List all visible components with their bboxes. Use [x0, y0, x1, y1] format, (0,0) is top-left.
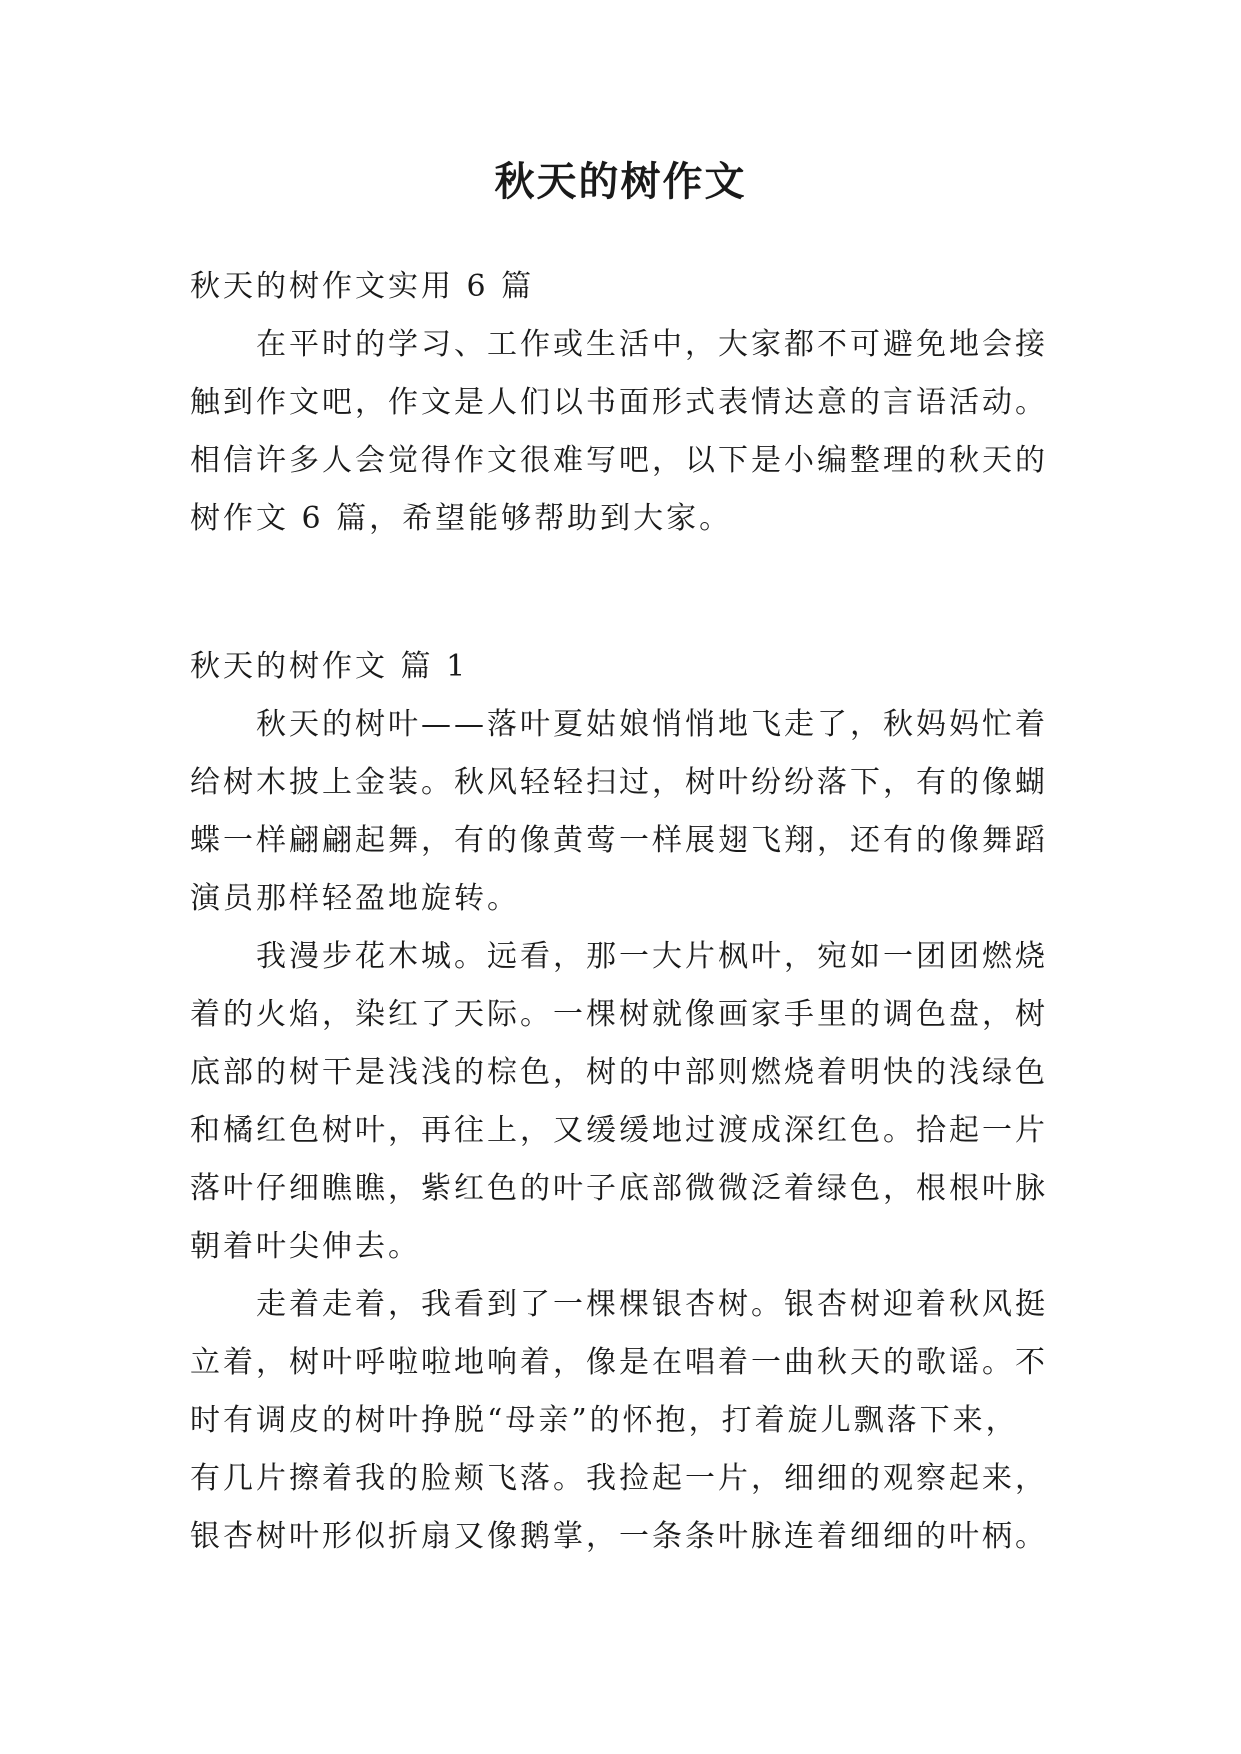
document-title: 秋天的树作文 — [494, 158, 747, 205]
paragraph-line: 树作文 6 篇，希望能够帮助到大家。 — [190, 501, 733, 536]
paragraph-line: 触到作文吧，作文是人们以书面形式表情达意的言语活动。 — [190, 385, 1048, 420]
section-paragraph — [190, 928, 1070, 1276]
paragraph-line: 演员那样轻盈地旋转。 — [190, 881, 520, 916]
paragraph-line: 蝶一样翩翩起舞，有的像黄莺一样展翅飞翔，还有的像舞蹈 — [190, 823, 1048, 858]
paragraph-line: 相信许多人会觉得作文很难写吧，以下是小编整理的秋天的 — [190, 443, 1048, 478]
paragraph-line: 银杏树叶形似折扇又像鹅掌，一条条叶脉连着细细的叶柄。 — [190, 1519, 1048, 1554]
intro-block — [190, 258, 1070, 548]
paragraph-line: 朝着叶尖伸去。 — [190, 1229, 421, 1264]
paragraph-line: 落叶仔细瞧瞧，紫红色的叶子底部微微泛着绿色，根根叶脉 — [190, 1171, 1048, 1206]
section-1 — [190, 638, 1070, 1566]
paragraph-line: 底部的树干是浅浅的棕色，树的中部则燃烧着明快的浅绿色 — [190, 1055, 1048, 1090]
section-heading: 秋天的树作文 篇 1 — [190, 649, 469, 684]
paragraph-line: 立着，树叶呼啦啦地响着，像是在唱着一曲秋天的歌谣。不 — [190, 1345, 1048, 1380]
paragraph-line: 在平时的学习、工作或生活中，大家都不可避免地会接 — [256, 327, 1048, 362]
paragraph-line: 着的火焰，染红了天际。一棵树就像画家手里的调色盘，树 — [190, 997, 1048, 1032]
paragraph-line: 和橘红色树叶，再往上，又缓缓地过渡成深红色。拾起一片 — [190, 1113, 1048, 1148]
section-paragraph — [190, 696, 1070, 928]
paragraph-line: 秋天的树叶——落叶夏姑娘悄悄地飞走了，秋妈妈忙着 — [256, 707, 1048, 742]
paragraph-line: 时有调皮的树叶挣脱“母亲”的怀抱，打着旋儿飘落下来， — [190, 1403, 1019, 1438]
intro-subtitle: 秋天的树作文实用 6 篇 — [190, 269, 535, 304]
paragraph-line: 走着走着，我看到了一棵棵银杏树。银杏树迎着秋风挺 — [256, 1287, 1048, 1322]
paragraph-line: 给树木披上金装。秋风轻轻扫过，树叶纷纷落下，有的像蝴 — [190, 765, 1048, 800]
paragraph-line: 有几片擦着我的脸颊飞落。我捡起一片，细细的观察起来， — [190, 1461, 1048, 1496]
section-paragraph — [190, 1276, 1070, 1566]
intro-paragraph — [190, 316, 1070, 548]
paragraph-line: 我漫步花木城。远看，那一大片枫叶，宛如一团团燃烧 — [256, 939, 1048, 974]
